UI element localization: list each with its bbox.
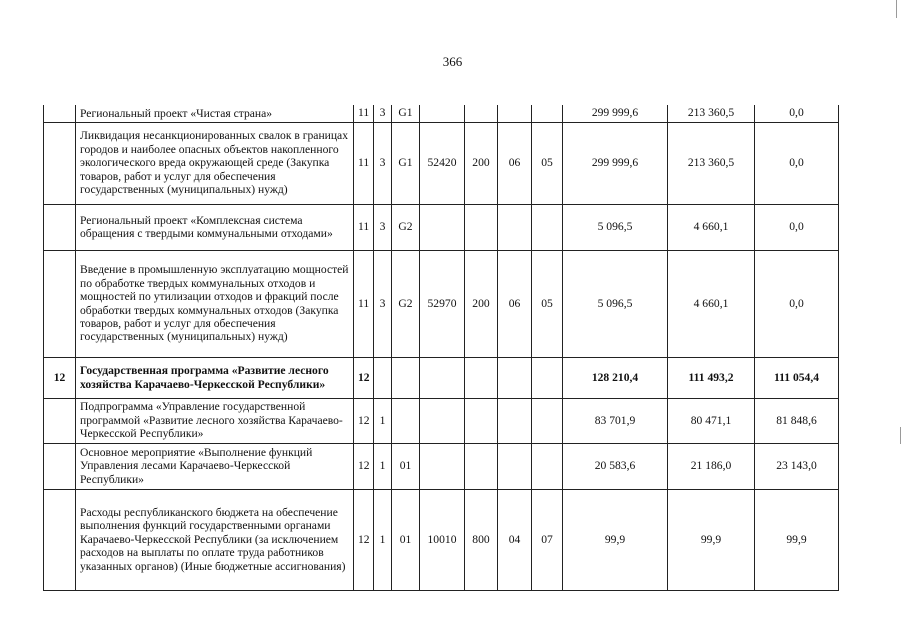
amount-year-1: 5 096,5 [563, 250, 668, 357]
subprogram-code: 3 [374, 250, 392, 357]
program-code: 11 [354, 105, 374, 122]
event-code [392, 398, 420, 443]
expense-type-code [465, 357, 498, 398]
table-row [44, 204, 839, 250]
subsection-code [532, 443, 563, 489]
event-code [392, 357, 420, 398]
row-name: Региональный проект «Чистая страна» [76, 105, 354, 122]
amount-year-3: 0,0 [755, 250, 839, 357]
subsection-code [532, 398, 563, 443]
amount-year-1: 299 999,6 [563, 122, 668, 204]
table-row [44, 489, 839, 590]
row-number [44, 443, 76, 489]
direction-code [420, 105, 465, 122]
amount-year-3: 81 848,6 [755, 398, 839, 443]
subsection-code [532, 204, 563, 250]
scan-edge-mark [896, 0, 897, 18]
amount-year-2: 213 360,5 [668, 122, 755, 204]
amount-year-1: 299 999,6 [563, 105, 668, 122]
event-code: G2 [392, 204, 420, 250]
row-name: Государственная программа «Развитие лесного хозяйства Карачаево-Черкесской Республики» [76, 357, 354, 398]
program-code: 11 [354, 204, 374, 250]
amount-year-1: 128 210,4 [563, 357, 668, 398]
expense-type-code [465, 105, 498, 122]
row-name: Расходы республиканского бюджета на обеспечение выполнения функций государственными органами Карачаево-Черкесской Республики (за исключением расходов на выплаты по оплате труда работников указанных органов) (Иные бюджетные ассигнования) [76, 489, 354, 590]
row-name: Региональный проект «Комплексная система обращения с твердыми коммунальными отходами» [76, 204, 354, 250]
program-code: 12 [354, 357, 374, 398]
row-number [44, 250, 76, 357]
direction-code: 10010 [420, 489, 465, 590]
section-code: 06 [498, 122, 532, 204]
event-code: G1 [392, 122, 420, 204]
event-code: G2 [392, 250, 420, 357]
subprogram-code: 3 [374, 105, 392, 122]
row-name: Ликвидация несанкционированных свалок в границах городов и наиболее опасных объектов накопленного экологического вреда окружающей среде (Закупка товаров, работ и услуг для обеспечения государственных (муниципальных) нужд) [76, 122, 354, 204]
subprogram-code: 1 [374, 398, 392, 443]
budget-table [43, 105, 839, 591]
amount-year-3: 99,9 [755, 489, 839, 590]
event-code: G1 [392, 105, 420, 122]
section-code [498, 357, 532, 398]
row-name: Подпрограмма «Управление государственной программой «Развитие лесного хозяйства Карачаево-Черкесской Республики» [76, 398, 354, 443]
expense-type-code [465, 443, 498, 489]
page-number: 366 [442, 54, 463, 69]
direction-code [420, 204, 465, 250]
expense-type-code [465, 398, 498, 443]
amount-year-3: 0,0 [755, 204, 839, 250]
row-number [44, 398, 76, 443]
row-number [44, 204, 76, 250]
program-code: 12 [354, 443, 374, 489]
program-code: 11 [354, 122, 374, 204]
table-body [44, 105, 839, 590]
amount-year-3: 111 054,4 [755, 357, 839, 398]
section-code: 06 [498, 250, 532, 357]
program-code: 12 [354, 489, 374, 590]
amount-year-1: 99,9 [563, 489, 668, 590]
subsection-code: 05 [532, 122, 563, 204]
subprogram-code: 3 [374, 204, 392, 250]
program-code: 12 [354, 398, 374, 443]
subsection-code: 05 [532, 250, 563, 357]
row-number: 12 [44, 357, 76, 398]
section-code [498, 204, 532, 250]
expense-type-code [465, 204, 498, 250]
amount-year-2: 21 186,0 [668, 443, 755, 489]
row-number [44, 489, 76, 590]
amount-year-2: 111 493,2 [668, 357, 755, 398]
table-row [44, 105, 839, 122]
amount-year-2: 4 660,1 [668, 204, 755, 250]
table-row [44, 443, 839, 489]
amount-year-2: 80 471,1 [668, 398, 755, 443]
amount-year-1: 5 096,5 [563, 204, 668, 250]
subprogram-code: 1 [374, 489, 392, 590]
table-row [44, 250, 839, 357]
table-row [44, 357, 839, 398]
scan-edge-mark [900, 427, 901, 444]
table-row [44, 398, 839, 443]
direction-code: 52970 [420, 250, 465, 357]
table-row [44, 122, 839, 204]
expense-type-code: 800 [465, 489, 498, 590]
amount-year-1: 20 583,6 [563, 443, 668, 489]
direction-code: 52420 [420, 122, 465, 204]
expense-type-code: 200 [465, 122, 498, 204]
section-code [498, 398, 532, 443]
subsection-code [532, 357, 563, 398]
amount-year-3: 23 143,0 [755, 443, 839, 489]
event-code: 01 [392, 443, 420, 489]
amount-year-2: 213 360,5 [668, 105, 755, 122]
expense-type-code: 200 [465, 250, 498, 357]
program-code: 11 [354, 250, 374, 357]
amount-year-3: 0,0 [755, 105, 839, 122]
event-code: 01 [392, 489, 420, 590]
row-number [44, 122, 76, 204]
amount-year-3: 0,0 [755, 122, 839, 204]
subsection-code [532, 105, 563, 122]
amount-year-2: 99,9 [668, 489, 755, 590]
amount-year-2: 4 660,1 [668, 250, 755, 357]
row-name: Введение в промышленную эксплуатацию мощностей по обработке твердых коммунальных отходов и мощностей по утилизации отходов и фракций после обработки твердых коммунальных отходов (Закупка товаров, работ и услуг для обеспечения государственных (муниципальных) нужд) [76, 250, 354, 357]
direction-code [420, 443, 465, 489]
subsection-code: 07 [532, 489, 563, 590]
section-code [498, 443, 532, 489]
subprogram-code [374, 357, 392, 398]
row-number [44, 105, 76, 122]
section-code: 04 [498, 489, 532, 590]
direction-code [420, 398, 465, 443]
amount-year-1: 83 701,9 [563, 398, 668, 443]
row-name: Основное мероприятие «Выполнение функций Управления лесами Карачаево-Черкесской Республики» [76, 443, 354, 489]
direction-code [420, 357, 465, 398]
subprogram-code: 1 [374, 443, 392, 489]
section-code [498, 105, 532, 122]
subprogram-code: 3 [374, 122, 392, 204]
